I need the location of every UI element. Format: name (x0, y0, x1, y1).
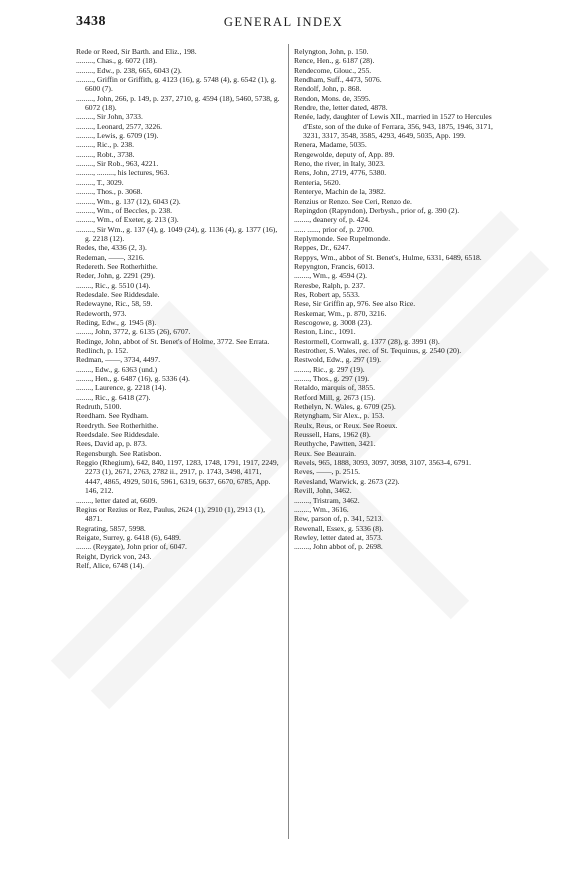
index-entry: Reedsdale. See Riddesdale. (76, 430, 160, 440)
index-entry: ........, Thos., g. 297 (19). (294, 374, 370, 384)
index-entry: Regensburgh. See Ratisbon. (76, 448, 162, 458)
index-entry: Relyngton, John, p. 150. (294, 47, 369, 56)
index-entry: Redeworth, 973. (76, 308, 127, 318)
index-entry: Redeman, ——, 3216. (76, 252, 145, 262)
index-entry: Relf, Alice, 6748 (14). (76, 560, 145, 570)
index-entry: Restwold, Edw., g. 297 (19). (294, 355, 382, 365)
index-entry: ........, Tristram, 3462. (294, 495, 360, 505)
index-entry: ........, Ric., g. 6418 (27). (76, 392, 151, 402)
index-entry: ........, Edw., g. 6363 (und.) (76, 364, 158, 374)
index-entry: Retyngham, Sir Alex., p. 153. (294, 411, 385, 421)
index-entry: Rewenall, Essex, g. 5336 (8). (294, 523, 384, 533)
index-entry: ........., Sir John, 3733. (76, 112, 143, 122)
index-entry: Reder, John, g. 2291 (29). (76, 271, 155, 281)
index-entry: Retaldo, marquis of, 3855. (294, 383, 375, 393)
index-entry: Restrother, S. Wales, rec. of St. Tequinus, g. 2540 (20). (294, 346, 462, 355)
index-entry: Redereth. See Rotherhithe. (76, 261, 158, 271)
index-entry: ........, Wm., 3616. (294, 504, 349, 514)
index-entry: ........., Sir Rob., 963, 4221. (76, 159, 159, 169)
index-entry: Reulx, Reus, or Reux. See Roeux. (294, 420, 398, 430)
index-entry: ........., ........., his lectures, 963. (76, 168, 170, 178)
left-column (76, 47, 280, 570)
index-entry: Retford Mill, g. 2673 (15). (294, 392, 376, 402)
index-entry: Regius or Rezius or Rez, Paulus, 2624 (1), 2910 (1), 2913 (1), 4871. (76, 504, 265, 524)
index-entry: Reussell, Hans, 1962 (8). (294, 430, 371, 440)
index-entry: ........., John, 266, p. 149, p. 237, 2710, g. 4594 (18), 5460, 5738, g. 6072 (18). (76, 93, 280, 113)
index-entry: Renée, lady, daughter of Lewis XII., married in 1527 to Hercules d'Este, son of the duke of Ferrara, 356, 943, 1875, 1946, 3171, 3231, 3317, 3548, 3585, 4293, 4649, 5035, App. 199. (294, 112, 493, 141)
index-entry: ........., Ric., p. 238. (76, 140, 135, 150)
index-entry: Rew, parson of, p. 341, 5213. (294, 514, 384, 524)
index-entry: ........, Hen., g. 6487 (16), g. 5336 (4). (76, 374, 190, 384)
index-entry: ...... ......, prior of, p. 2700. (294, 224, 374, 234)
index-entry: ........., Wm., of Exeter, g. 213 (3). (76, 215, 179, 225)
index-entry: Reggio (Rhegium), 642, 840, 1197, 1283, 1748, 1791, 1917, 2249, 2273 (1), 2671, 2763, 2782 ii., 2917, p. 1743, 3498, 4171, 4447, 4865, 4929, 5016, 5961, 6319, 6637, 6670, 6785, App. 146, 212. (76, 458, 279, 496)
index-entry: Rengewolde, deputy of, App. 89. (294, 149, 395, 159)
index-entry: ........, Ric., g. 297 (19). (294, 364, 365, 374)
index-entry: Reight, Dyrick von, 243. (76, 551, 152, 561)
index-entry: Revill, John, 3462. (294, 486, 352, 496)
index-entry: Res, Robert ap, 5533. (294, 289, 360, 299)
column-divider (288, 44, 289, 839)
index-entry: Rescogowe, g. 3008 (23). (294, 317, 373, 327)
index-entry: Revels, 965, 1888, 3093, 3097, 3098, 3107, 3563-4, 6791. (294, 458, 471, 468)
index-entry: Redman, ——, 3734, 4497. (76, 355, 161, 365)
index-entry: ........, Ric., g. 5510 (14). (76, 280, 151, 290)
index-entry: ........., Edw., p. 238, 665, 6043 (2). (76, 65, 182, 75)
index-entry: Reppes, Dr., 6247. (294, 243, 351, 253)
index-entry: Rens, John, 2719, 4776, 5380. (294, 168, 387, 178)
index-entry: ........., Griffin or Griffith, g. 4123 (16), g. 5748 (4), g. 6542 (1), g. 6600 (7). (76, 75, 277, 94)
index-entry: ........., Sir Wm., g. 137 (4), g. 1049 (24), g. 1136 (4), g. 1377 (16), g. 2218 (12). (76, 224, 278, 243)
index-entry: Reux. See Beaurain. (294, 448, 356, 458)
index-entry: Rese, Sir Griffin ap, 976. See also Rice. (294, 299, 416, 309)
index-entry: Regrating, 5857, 5998. (76, 523, 146, 533)
index-entry: ........., Chas., g. 6072 (18). (76, 56, 157, 66)
page-header (76, 14, 491, 32)
index-entry: ........, letter dated at, 6609. (76, 495, 158, 505)
index-entry: Reskemar, Wm., p. 870, 3216. (294, 308, 387, 318)
index-entry: ........., T., 3029. (76, 177, 124, 187)
right-column (294, 47, 494, 552)
index-entry: Rewley, letter dated at, 3573. (294, 532, 383, 542)
index-entry: Revesland, Warwick, g. 2673 (22). (294, 476, 400, 486)
index-entry: Reno, the river, in Italy, 3023. (294, 159, 385, 169)
index-entry: Rendon, Mons. de, 3595. (294, 93, 371, 103)
index-entry: ........., Thos., p. 3068. (76, 187, 143, 197)
index-entry: Redesdale. See Riddesdale. (76, 289, 160, 299)
index-entry: ........., Wm., of Beccles, p. 238. (76, 205, 173, 215)
index-entry: Reppys, Wm., abbot of St. Benet's, Hulme, 6331, 6489, 6518. (294, 252, 482, 262)
index-entry: Redes, the, 4336 (2, 3). (76, 243, 147, 253)
index-entry: Reuthyche, Pawtten, 3421. (294, 439, 376, 449)
index-entry: Replymonde. See Rupelmonde. (294, 233, 391, 243)
index-entry: ........, John, 3772, g. 6135 (26), 6707. (76, 327, 191, 337)
index-entry: Redinge, John, abbot of St. Benet's of Holme, 3772. See Errata. (76, 336, 270, 346)
index-entry: Rendre, the, letter dated, 4878. (294, 103, 388, 113)
page-number: 3438 (76, 14, 106, 29)
index-entry: Reresbe, Ralph, p. 237. (294, 280, 366, 290)
index-entry: Restormell, Cornwall, g. 1377 (28), g. 3991 (8). (294, 336, 440, 346)
index-entry: Reding, Edw., g. 1945 (8). (76, 317, 157, 327)
index-entry: ........., Lewis, g. 6709 (19). (76, 131, 159, 141)
index-entry: Redruth, 5100. (76, 402, 122, 412)
index-entry: Rees, David ap, p. 873. (76, 439, 147, 449)
index-entry: ........., Wm., g. 137 (12), 6043 (2). (76, 196, 181, 206)
index-entry: Rendecome, Glouc., 255. (294, 65, 372, 75)
index-entry: Redlinch, p. 152. (76, 346, 129, 355)
index-entry: Rede or Reed, Sir Barth. and Eliz., 198. (76, 47, 197, 56)
page-title: GENERAL INDEX (223, 15, 344, 29)
index-entry: ........, Laurence, g. 2218 (14). (76, 383, 167, 393)
index-entry: Rendolf, John, p. 868. (294, 84, 362, 94)
index-entry: Reigate, Surrey, g. 6418 (6), 6489. (76, 532, 181, 542)
index-entry: Rendham, Suff., 4473, 5076. (294, 75, 382, 85)
index-entry: Renterye, Machin de la, 3982. (294, 187, 386, 197)
index-entry: ........., Robt., 3738. (76, 149, 135, 159)
index-entry: Repyngton, Francis, 6013. (294, 261, 375, 271)
index-entry: ........, deanery of, p. 424. (294, 215, 370, 225)
index-entry: ........., Leonard, 2577, 3226. (76, 121, 163, 131)
index-entry: Reedham. See Rydham. (76, 411, 149, 421)
index-entry: Rence, Hen., g. 6187 (28). (294, 56, 375, 66)
index-entry: Renera, Madame, 5035. (294, 140, 367, 150)
index-entry: Reves, ——, p. 2515. (294, 467, 361, 477)
index-entry: ........, Wm., g. 4594 (2). (294, 271, 368, 281)
index-entry: ........ (Reygate), John prior of, 6047. (76, 542, 187, 552)
index-entry: Renzius or Renzo. See Ceri, Renzo de. (294, 196, 412, 206)
index-entry: Renteria, 5620. (294, 177, 341, 187)
index-entry: Reedryth. See Rotherhithe. (76, 420, 159, 430)
index-entry: ........, John abbot of, p. 2698. (294, 542, 383, 552)
index-entry: Reston, Linc., 1091. (294, 327, 356, 337)
index-entry: Redewayne, Ric., 58, 59. (76, 299, 153, 309)
index-entry: Rethelyn, N. Wales, g. 6709 (25). (294, 402, 396, 412)
index-entry: Repingdon (Rapyndon), Derbysh., prior of, g. 390 (2). (294, 205, 460, 215)
